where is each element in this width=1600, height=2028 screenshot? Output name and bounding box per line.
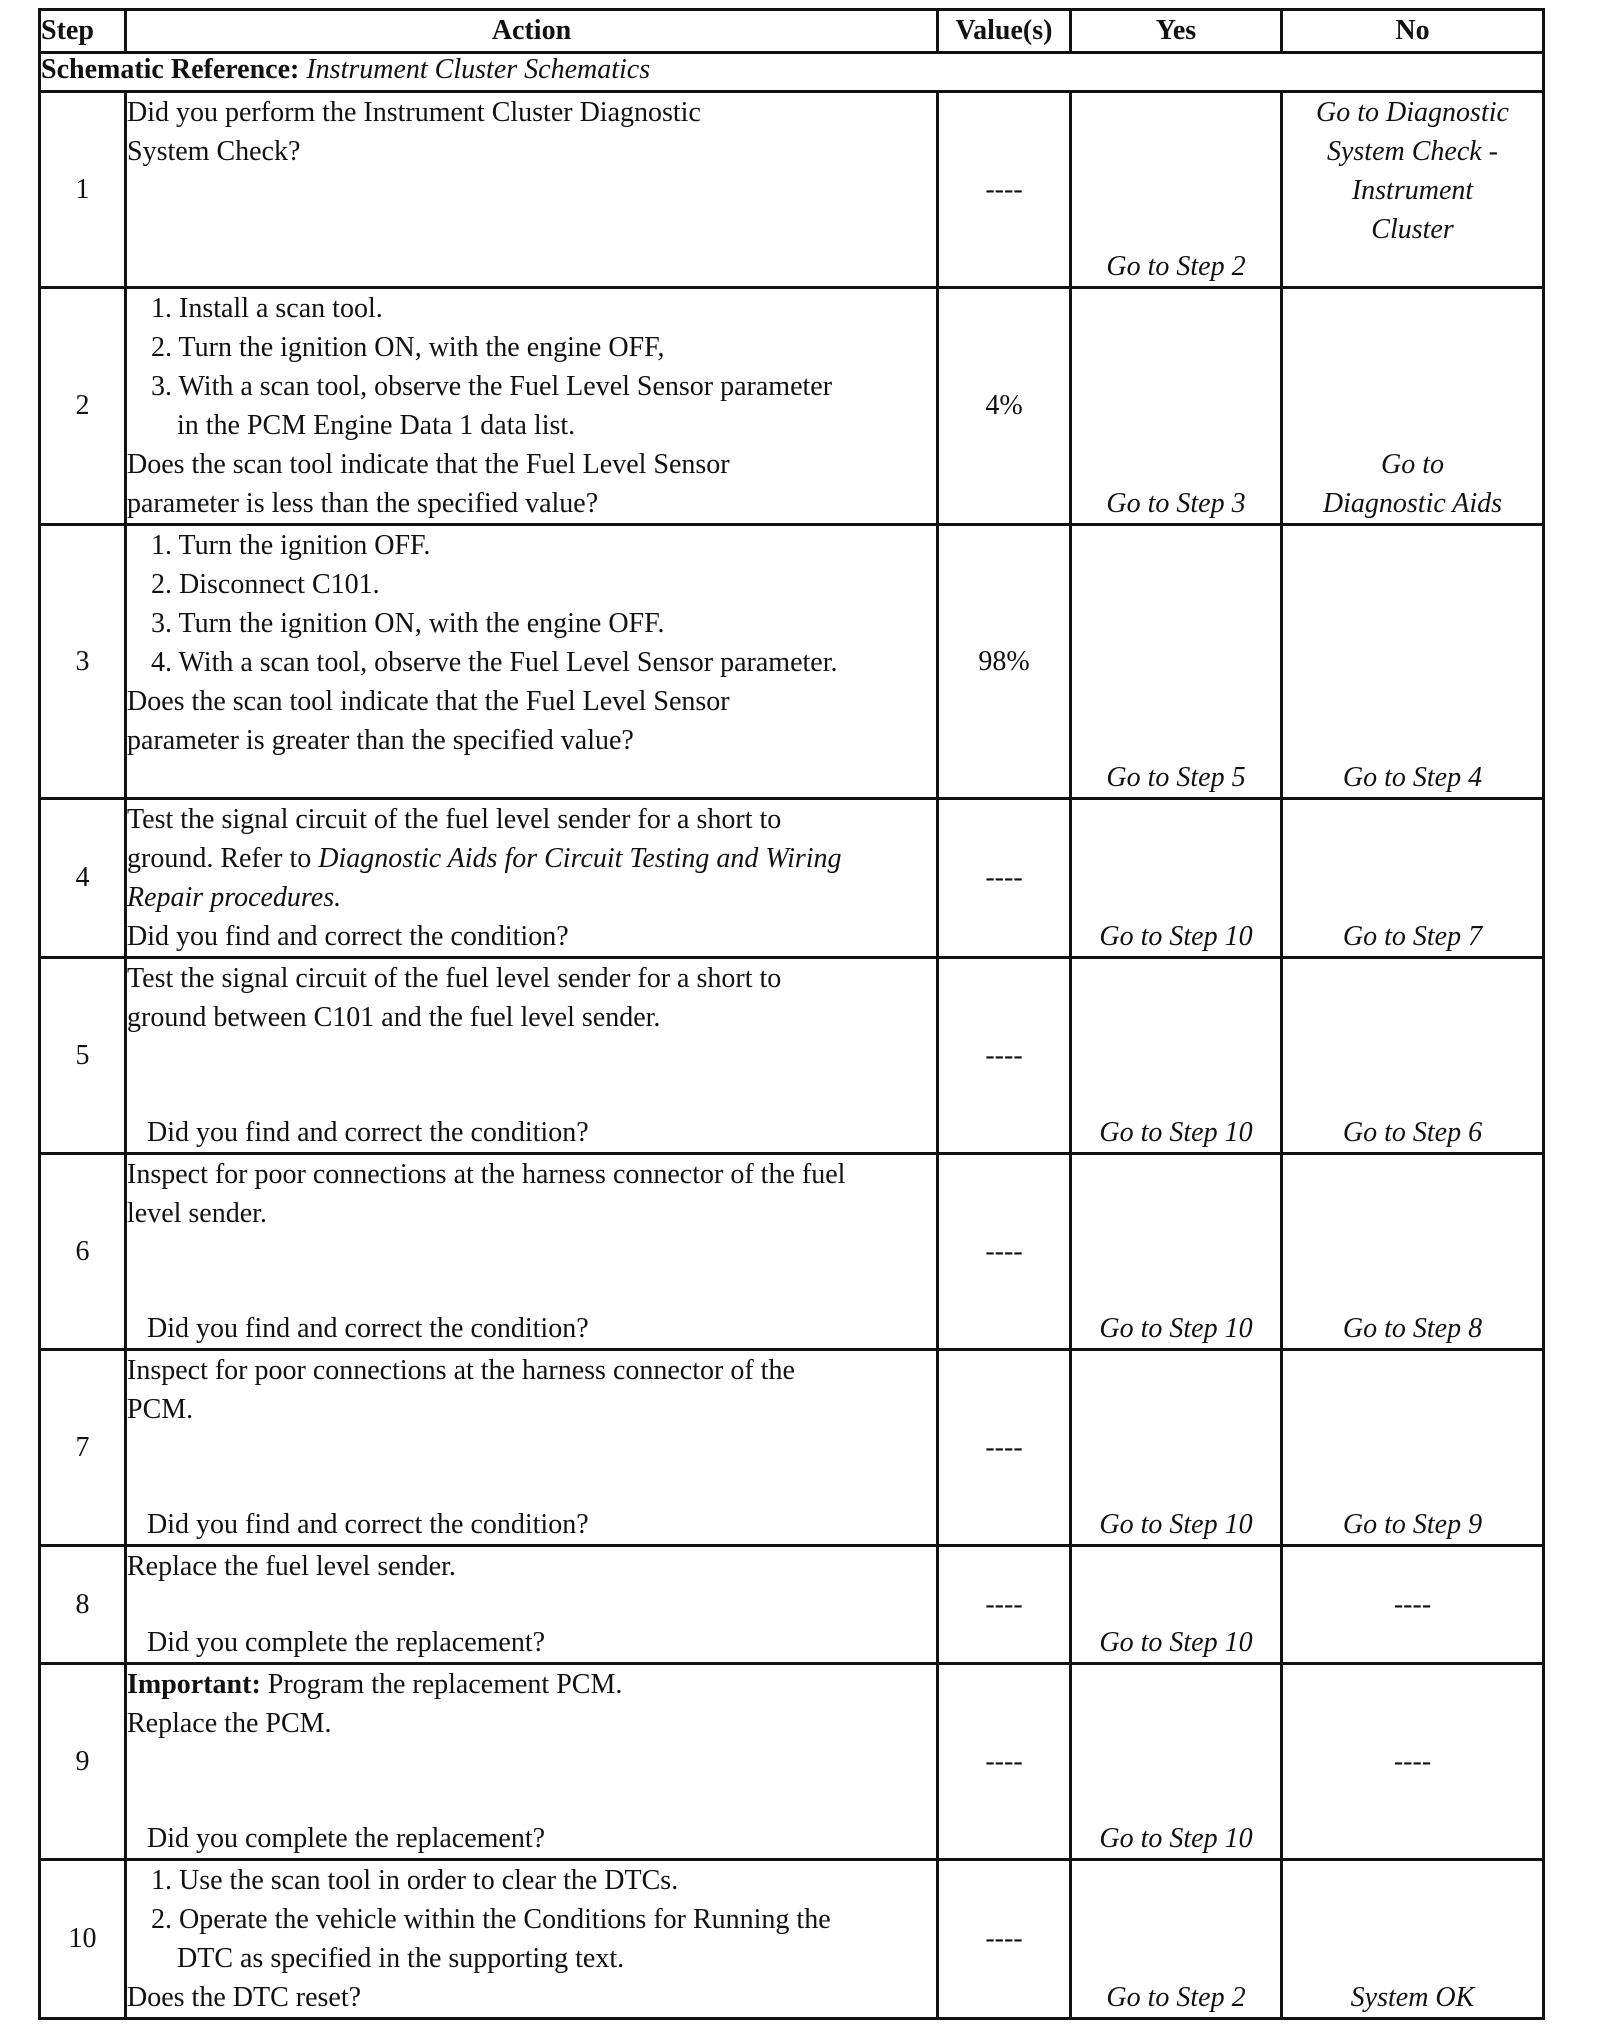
action-cell [126,1154,938,1350]
action-question: Did you find and correct the condition? [147,1313,589,1344]
action-cell [126,1546,938,1664]
action-cell [126,525,938,799]
yes-cell [1071,1154,1282,1350]
no-cell [1282,1664,1544,1860]
step-number: 1 [40,92,126,288]
action-list [127,526,846,682]
schematic-reference [40,53,1544,92]
no-text: Go to Step 4 [1342,762,1483,793]
action-question: Did you find and correct the condition? [127,921,569,952]
action-text: Test the signal circuit of the fuel level sender for a short to ground between C101 and the fuel level sender. [127,963,782,1033]
header-no: No [1282,10,1544,53]
yes-cell [1071,1546,1282,1664]
table-row [40,525,1544,799]
action-cell [126,799,938,958]
header-action: Action [126,10,938,53]
table-row [40,958,1544,1154]
action-cell [126,1664,938,1860]
yes-text: Go to Step 10 [1099,1313,1253,1344]
action-text: Replace the fuel level sender. [127,1551,456,1582]
no-text: Go to Step 8 [1342,1313,1483,1344]
step-number: 5 [40,958,126,1154]
value-cell: ---- [938,958,1071,1154]
yes-text: Go to Step 10 [1099,921,1253,952]
no-cell [1282,799,1544,958]
action-list [127,289,846,445]
value-cell: ---- [938,1350,1071,1546]
schematic-value: Instrument Cluster Schematics [306,54,651,85]
action-question: Does the scan tool indicate that the Fuel Level Sensor parameter is less than the specified value? [127,449,730,519]
table-row [40,1860,1544,2019]
action-text-line: Replace the PCM. [127,1708,332,1739]
action-text [127,1665,936,1743]
table-row [40,799,1544,958]
no-cell [1282,1860,1544,2019]
table-row [40,1664,1544,1860]
header-row [40,10,1544,53]
no-cell [1282,1154,1544,1350]
action-text: Did you perform the Instrument Cluster Diagnostic System Check? [127,97,701,167]
value-cell: 4% [938,288,1071,525]
header-yes: Yes [1071,10,1282,53]
no-cell [1282,1350,1544,1546]
value-cell: ---- [938,92,1071,288]
no-line: System Check - [1326,136,1499,167]
schematic-reference-row [40,53,1544,92]
no-cell [1282,958,1544,1154]
yes-cell [1071,958,1282,1154]
action-question: Did you find and correct the condition? [147,1117,589,1148]
value-cell: ---- [938,1546,1071,1664]
yes-cell [1071,525,1282,799]
important-text: Program the replacement PCM. [260,1669,623,1700]
list-item: 1. Turn the ignition OFF. [151,530,431,561]
yes-text: Go to Step 10 [1099,1627,1253,1658]
no-text: System OK [1350,1982,1475,2013]
no-line: Cluster [1371,214,1454,245]
list-item: 1. Use the scan tool in order to clear the DTCs. [151,1865,679,1896]
list-item: 2. Turn the ignition ON, with the engine OFF, [151,332,665,363]
table-row [40,1546,1544,1664]
important-note [127,1665,936,1704]
value-cell: ---- [938,1664,1071,1860]
value-cell: ---- [938,799,1071,958]
yes-cell [1071,799,1282,958]
action-question: Does the DTC reset? [127,1982,362,2013]
action-cell [126,958,938,1154]
yes-text: Go to Step 5 [1106,762,1246,793]
list-item: 2. Operate the vehicle within the Conditions for Running the DTC as specified in the supporting text. [151,1904,831,1974]
value-cell: 98% [938,525,1071,799]
list-item: 3. Turn the ignition ON, with the engine OFF. [151,608,665,639]
action-text-plain: Test the signal circuit of the fuel level sender for a short to ground. Refer to [127,804,782,874]
step-number: 2 [40,288,126,525]
yes-text: Go to Step 2 [1106,251,1246,282]
action-text [127,1861,936,2017]
step-number: 8 [40,1546,126,1664]
value-cell: ---- [938,1860,1071,2019]
action-question: Did you find and correct the condition? [147,1509,589,1540]
no-cell [1282,1546,1544,1664]
action-text [127,289,936,523]
action-question: Did you complete the replacement? [147,1627,546,1658]
action-text [127,800,936,956]
action-question: Does the scan tool indicate that the Fuel Level Sensor parameter is greater than the specified value? [127,686,730,756]
yes-text: Go to Step 10 [1099,1509,1253,1540]
table-row [40,288,1544,525]
yes-text: Go to Step 10 [1099,1823,1253,1854]
list-item: 4. With a scan tool, observe the Fuel Level Sensor parameter. [151,647,838,678]
important-label: Important: [127,1669,261,1700]
header-step: Step [40,10,126,53]
step-number: 3 [40,525,126,799]
no-text [1283,93,1542,249]
table-row [40,92,1544,288]
list-item: 1. Install a scan tool. [151,293,383,324]
table-row [40,1154,1544,1350]
action-cell [126,288,938,525]
diagnostic-table [38,8,1545,2020]
no-text: Go to Step 6 [1342,1117,1483,1148]
yes-text: Go to Step 10 [1099,1117,1253,1148]
no-line: Go to [1381,449,1444,480]
no-text: Go to Step 9 [1342,1509,1483,1540]
no-cell [1282,288,1544,525]
action-question: Did you complete the replacement? [147,1823,546,1854]
action-cell [126,92,938,288]
action-text [127,526,936,760]
list-item: 2. Disconnect C101. [151,569,380,600]
no-text [1283,445,1542,523]
no-line: Go to Diagnostic [1316,97,1509,128]
no-line: Diagnostic Aids [1322,488,1503,519]
step-number: 6 [40,1154,126,1350]
step-number: 7 [40,1350,126,1546]
schematic-label: Schematic Reference: [41,54,300,85]
yes-cell [1071,92,1282,288]
yes-cell [1071,1350,1282,1546]
yes-text: Go to Step 2 [1106,1982,1246,2013]
no-line: Instrument [1351,175,1474,206]
no-cell [1282,92,1544,288]
table-row [40,1350,1544,1546]
action-cell [126,1860,938,2019]
header-values: Value(s) [938,10,1071,53]
no-text: ---- [1393,1588,1432,1620]
yes-cell [1071,1860,1282,2019]
action-list [127,1861,846,1978]
yes-text: Go to Step 3 [1106,488,1246,519]
step-number: 10 [40,1860,126,2019]
action-text: Inspect for poor connections at the harness connector of the PCM. [127,1355,795,1425]
list-item: 3. With a scan tool, observe the Fuel Level Sensor parameter in the PCM Engine Data 1 data list. [151,371,833,441]
no-cell [1282,525,1544,799]
value-cell: ---- [938,1154,1071,1350]
yes-cell [1071,288,1282,525]
no-text: Go to Step 7 [1342,921,1483,952]
action-text: Inspect for poor connections at the harness connector of the fuel level sender. [127,1159,846,1229]
step-number: 9 [40,1664,126,1860]
no-text: ---- [1393,1745,1432,1777]
step-number: 4 [40,799,126,958]
yes-cell [1071,1664,1282,1860]
action-text-reference: Diagnostic Aids for Circuit Testing and Wiring Repair procedures. [127,843,842,913]
action-cell [126,1350,938,1546]
